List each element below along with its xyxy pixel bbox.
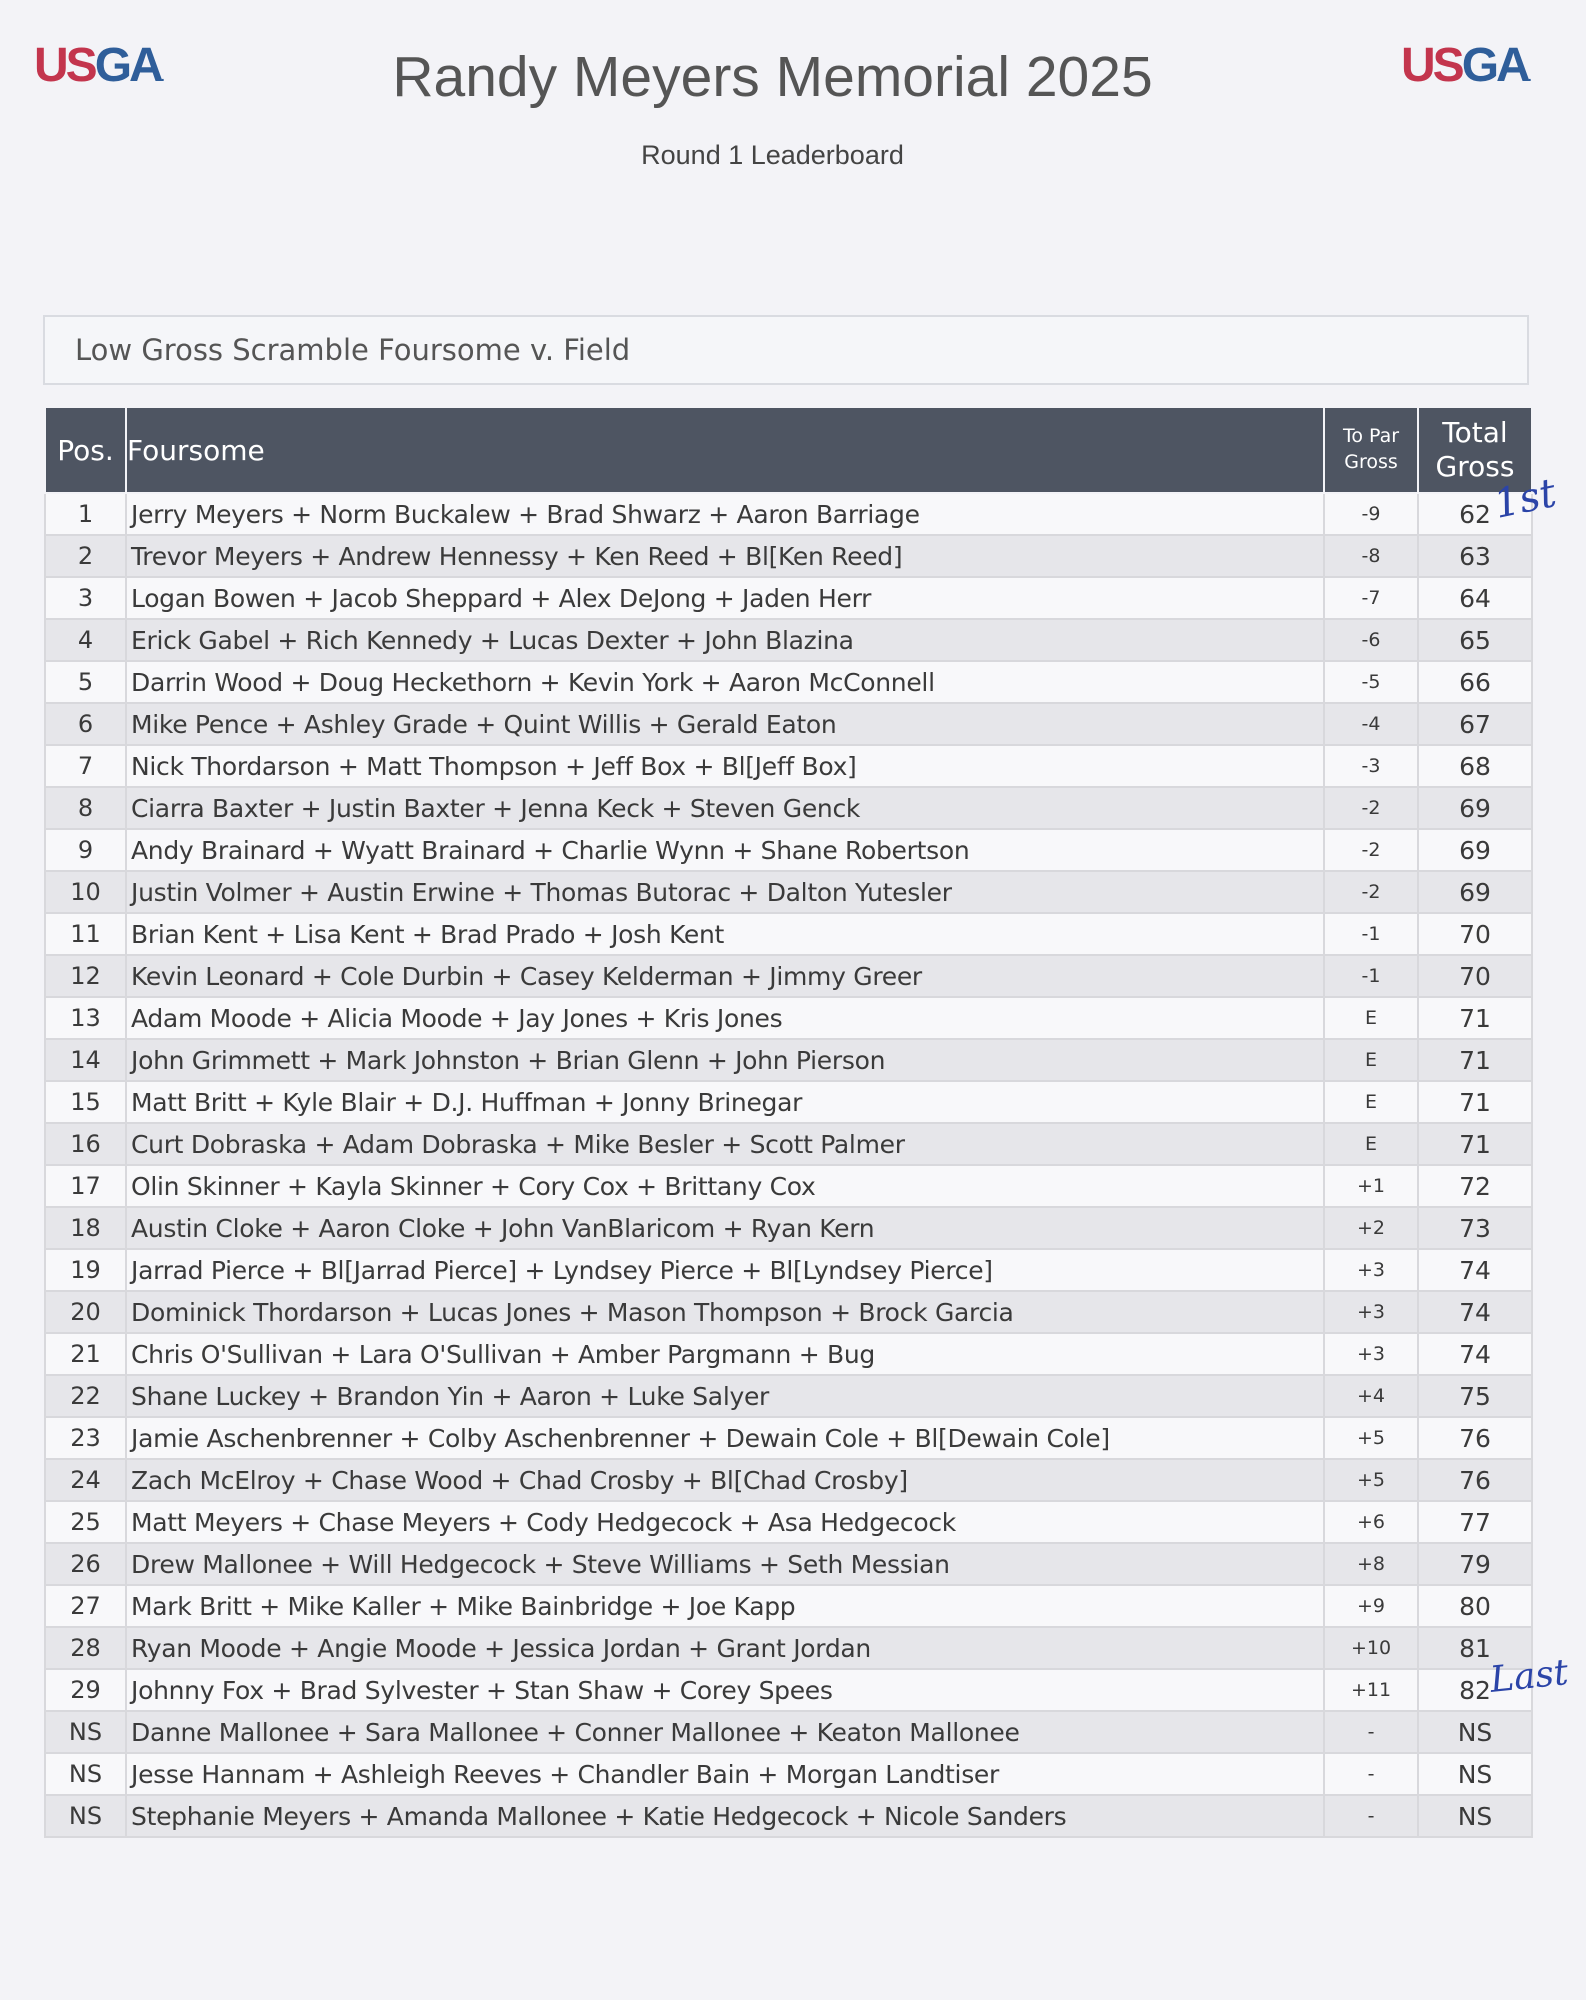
row-total-gross: 82: [1418, 1669, 1532, 1711]
row-to-par-gross: -: [1324, 1753, 1418, 1795]
row-total-gross: 69: [1418, 829, 1532, 871]
row-position: 1: [45, 493, 126, 535]
row-to-par-gross: -2: [1324, 787, 1418, 829]
table-row: [45, 997, 1532, 1039]
row-total-gross: 62: [1418, 493, 1532, 535]
row-foursome: Danne Mallonee + Sara Mallonee + Conner Mallonee + Keaton Mallonee: [126, 1711, 1324, 1753]
row-to-par-gross: +6: [1324, 1501, 1418, 1543]
row-foursome: Matt Meyers + Chase Meyers + Cody Hedgecock + Asa Hedgecock: [126, 1501, 1324, 1543]
leaderboard-body: [45, 493, 1532, 1837]
row-foursome: Darrin Wood + Doug Heckethorn + Kevin York + Aaron McConnell: [126, 661, 1324, 703]
row-position: 29: [45, 1669, 126, 1711]
table-row: [45, 1543, 1532, 1585]
row-foursome: Stephanie Meyers + Amanda Mallonee + Katie Hedgecock + Nicole Sanders: [126, 1795, 1324, 1837]
column-header-foursome: Foursome: [126, 407, 1324, 493]
table-row: [45, 1585, 1532, 1627]
table-row: [45, 787, 1532, 829]
row-position: NS: [45, 1711, 126, 1753]
row-foursome: Trevor Meyers + Andrew Hennessy + Ken Reed + Bl[Ken Reed]: [126, 535, 1324, 577]
row-total-gross: 66: [1418, 661, 1532, 703]
row-position: 28: [45, 1627, 126, 1669]
row-to-par-gross: -6: [1324, 619, 1418, 661]
row-to-par-gross: -9: [1324, 493, 1418, 535]
row-position: 13: [45, 997, 126, 1039]
table-row: [45, 1375, 1532, 1417]
handwritten-first-annotation: 1st: [1489, 470, 1561, 528]
row-total-gross: 71: [1418, 1039, 1532, 1081]
row-position: 18: [45, 1207, 126, 1249]
usga-logo-right: USGA.: [1401, 39, 1532, 92]
row-total-gross: NS: [1418, 1711, 1532, 1753]
column-header-to-par-gross: [1324, 407, 1418, 493]
row-position: NS: [45, 1795, 126, 1837]
row-position: 26: [45, 1543, 126, 1585]
row-foursome: John Grimmett + Mark Johnston + Brian Glenn + John Pierson: [126, 1039, 1324, 1081]
row-foursome: Shane Luckey + Brandon Yin + Aaron + Luke Salyer: [126, 1375, 1324, 1417]
row-foursome: Matt Britt + Kyle Blair + D.J. Huffman + Jonny Brinegar: [126, 1081, 1324, 1123]
row-total-gross: 74: [1418, 1291, 1532, 1333]
row-foursome: Olin Skinner + Kayla Skinner + Cory Cox + Brittany Cox: [126, 1165, 1324, 1207]
row-total-gross: 73: [1418, 1207, 1532, 1249]
row-to-par-gross: -3: [1324, 745, 1418, 787]
row-total-gross: 71: [1418, 1123, 1532, 1165]
row-to-par-gross: E: [1324, 997, 1418, 1039]
table-row: [45, 1795, 1532, 1837]
row-position: 14: [45, 1039, 126, 1081]
table-row: [45, 1165, 1532, 1207]
row-to-par-gross: +3: [1324, 1291, 1418, 1333]
row-to-par-gross: -5: [1324, 661, 1418, 703]
row-foursome: Logan Bowen + Jacob Sheppard + Alex DeJong + Jaden Herr: [126, 577, 1324, 619]
row-foursome: Jamie Aschenbrenner + Colby Aschenbrenner + Dewain Cole + Bl[Dewain Cole]: [126, 1417, 1324, 1459]
row-foursome: Jerry Meyers + Norm Buckalew + Brad Shwarz + Aaron Barriage: [126, 493, 1324, 535]
table-row: [45, 1123, 1532, 1165]
table-row: [45, 493, 1532, 535]
usga-logo-left: USGA.: [34, 39, 165, 92]
row-total-gross: 74: [1418, 1333, 1532, 1375]
row-foursome: Jarrad Pierce + Bl[Jarrad Pierce] + Lyndsey Pierce + Bl[Lyndsey Pierce]: [126, 1249, 1324, 1291]
table-row: [45, 1333, 1532, 1375]
column-header-to-par-line2: Gross: [1344, 451, 1398, 473]
row-foursome: Erick Gabel + Rich Kennedy + Lucas Dexter + John Blazina: [126, 619, 1324, 661]
row-position: 8: [45, 787, 126, 829]
row-total-gross: 70: [1418, 913, 1532, 955]
row-position: 12: [45, 955, 126, 997]
table-row: [45, 829, 1532, 871]
table-row: [45, 1501, 1532, 1543]
row-foursome: Andy Brainard + Wyatt Brainard + Charlie Wynn + Shane Robertson: [126, 829, 1324, 871]
row-position: 22: [45, 1375, 126, 1417]
handwritten-last-annotation: Last: [1488, 1652, 1571, 1701]
row-to-par-gross: +5: [1324, 1417, 1418, 1459]
row-foursome: Chris O'Sullivan + Lara O'Sullivan + Amber Pargmann + Bug: [126, 1333, 1324, 1375]
row-total-gross: 69: [1418, 787, 1532, 829]
row-position: 5: [45, 661, 126, 703]
table-row: [45, 913, 1532, 955]
table-row: [45, 745, 1532, 787]
row-position: 23: [45, 1417, 126, 1459]
row-to-par-gross: +3: [1324, 1333, 1418, 1375]
table-row: [45, 661, 1532, 703]
table-row: [45, 577, 1532, 619]
row-total-gross: 71: [1418, 1081, 1532, 1123]
row-foursome: Zach McElroy + Chase Wood + Chad Crosby + Bl[Chad Crosby]: [126, 1459, 1324, 1501]
row-position: 15: [45, 1081, 126, 1123]
row-foursome: Drew Mallonee + Will Hedgecock + Steve Williams + Seth Messian: [126, 1543, 1324, 1585]
row-to-par-gross: -2: [1324, 871, 1418, 913]
row-position: 2: [45, 535, 126, 577]
column-header-total-line1: Total: [1442, 416, 1508, 450]
row-position: 27: [45, 1585, 126, 1627]
table-row: [45, 619, 1532, 661]
row-position: 10: [45, 871, 126, 913]
table-row: [45, 703, 1532, 745]
row-foursome: Austin Cloke + Aaron Cloke + John VanBlaricom + Ryan Kern: [126, 1207, 1324, 1249]
row-position: 11: [45, 913, 126, 955]
row-to-par-gross: +8: [1324, 1543, 1418, 1585]
table-row: [45, 1291, 1532, 1333]
row-foursome: Brian Kent + Lisa Kent + Brad Prado + Josh Kent: [126, 913, 1324, 955]
row-to-par-gross: +5: [1324, 1459, 1418, 1501]
table-header-row: [45, 407, 1532, 493]
row-total-gross: 75: [1418, 1375, 1532, 1417]
row-total-gross: 65: [1418, 619, 1532, 661]
row-foursome: Ryan Moode + Angie Moode + Jessica Jordan + Grant Jordan: [126, 1627, 1324, 1669]
row-position: 3: [45, 577, 126, 619]
row-foursome: Curt Dobraska + Adam Dobraska + Mike Besler + Scott Palmer: [126, 1123, 1324, 1165]
row-total-gross: 81: [1418, 1627, 1532, 1669]
row-position: 17: [45, 1165, 126, 1207]
table-row: [45, 955, 1532, 997]
section-header: [43, 315, 1529, 385]
leaderboard-table: [44, 406, 1533, 1838]
row-total-gross: 80: [1418, 1585, 1532, 1627]
table-row: [45, 1249, 1532, 1291]
row-total-gross: 63: [1418, 535, 1532, 577]
page-title: Randy Meyers Memorial 2025: [392, 45, 1153, 109]
row-to-par-gross: -7: [1324, 577, 1418, 619]
row-to-par-gross: E: [1324, 1123, 1418, 1165]
row-to-par-gross: +3: [1324, 1249, 1418, 1291]
row-to-par-gross: +2: [1324, 1207, 1418, 1249]
row-to-par-gross: +10: [1324, 1627, 1418, 1669]
row-foursome: Kevin Leonard + Cole Durbin + Casey Kelderman + Jimmy Greer: [126, 955, 1324, 997]
table-row: [45, 535, 1532, 577]
row-total-gross: 71: [1418, 997, 1532, 1039]
row-total-gross: NS: [1418, 1753, 1532, 1795]
row-position: 25: [45, 1501, 126, 1543]
row-position: 20: [45, 1291, 126, 1333]
table-row: [45, 1669, 1532, 1711]
row-to-par-gross: -: [1324, 1795, 1418, 1837]
row-to-par-gross: +1: [1324, 1165, 1418, 1207]
row-to-par-gross: +4: [1324, 1375, 1418, 1417]
table-row: [45, 1207, 1532, 1249]
row-total-gross: 72: [1418, 1165, 1532, 1207]
row-to-par-gross: -8: [1324, 535, 1418, 577]
row-foursome: Ciarra Baxter + Justin Baxter + Jenna Keck + Steven Genck: [126, 787, 1324, 829]
row-to-par-gross: E: [1324, 1039, 1418, 1081]
row-total-gross: 68: [1418, 745, 1532, 787]
row-foursome: Justin Volmer + Austin Erwine + Thomas Butorac + Dalton Yutesler: [126, 871, 1324, 913]
section-title: Low Gross Scramble Foursome v. Field: [75, 333, 631, 367]
table-row: [45, 1459, 1532, 1501]
row-foursome: Dominick Thordarson + Lucas Jones + Mason Thompson + Brock Garcia: [126, 1291, 1324, 1333]
column-header-to-par-line1: To Par: [1342, 425, 1400, 448]
row-to-par-gross: -4: [1324, 703, 1418, 745]
row-position: NS: [45, 1753, 126, 1795]
row-position: 21: [45, 1333, 126, 1375]
row-total-gross: 70: [1418, 955, 1532, 997]
row-position: 4: [45, 619, 126, 661]
row-to-par-gross: -2: [1324, 829, 1418, 871]
row-to-par-gross: +9: [1324, 1585, 1418, 1627]
row-position: 7: [45, 745, 126, 787]
row-total-gross: 76: [1418, 1459, 1532, 1501]
row-foursome: Adam Moode + Alicia Moode + Jay Jones + Kris Jones: [126, 997, 1324, 1039]
row-position: 19: [45, 1249, 126, 1291]
row-to-par-gross: -1: [1324, 955, 1418, 997]
row-foursome: Mike Pence + Ashley Grade + Quint Willis + Gerald Eaton: [126, 703, 1324, 745]
table-row: [45, 871, 1532, 913]
table-row: [45, 1417, 1532, 1459]
row-to-par-gross: +11: [1324, 1669, 1418, 1711]
row-position: 24: [45, 1459, 126, 1501]
row-total-gross: 79: [1418, 1543, 1532, 1585]
row-total-gross: 76: [1418, 1417, 1532, 1459]
table-row: [45, 1081, 1532, 1123]
row-to-par-gross: -1: [1324, 913, 1418, 955]
row-total-gross: NS: [1418, 1795, 1532, 1837]
row-total-gross: 64: [1418, 577, 1532, 619]
row-position: 9: [45, 829, 126, 871]
row-position: 16: [45, 1123, 126, 1165]
row-foursome: Johnny Fox + Brad Sylvester + Stan Shaw + Corey Spees: [126, 1669, 1324, 1711]
page-subtitle: Round 1 Leaderboard: [641, 140, 904, 170]
row-foursome: Nick Thordarson + Matt Thompson + Jeff Box + Bl[Jeff Box]: [126, 745, 1324, 787]
row-foursome: Mark Britt + Mike Kaller + Mike Bainbridge + Joe Kapp: [126, 1585, 1324, 1627]
row-to-par-gross: -: [1324, 1711, 1418, 1753]
table-row: [45, 1039, 1532, 1081]
row-total-gross: 77: [1418, 1501, 1532, 1543]
column-header-pos: Pos.: [45, 407, 126, 493]
table-row: [45, 1753, 1532, 1795]
row-total-gross: 69: [1418, 871, 1532, 913]
row-position: 6: [45, 703, 126, 745]
row-to-par-gross: E: [1324, 1081, 1418, 1123]
row-foursome: Jesse Hannam + Ashleigh Reeves + Chandler Bain + Morgan Landtiser: [126, 1753, 1324, 1795]
column-header-total-line2: Gross: [1435, 450, 1515, 483]
table-row: [45, 1627, 1532, 1669]
row-total-gross: 74: [1418, 1249, 1532, 1291]
row-total-gross: 67: [1418, 703, 1532, 745]
table-row: [45, 1711, 1532, 1753]
